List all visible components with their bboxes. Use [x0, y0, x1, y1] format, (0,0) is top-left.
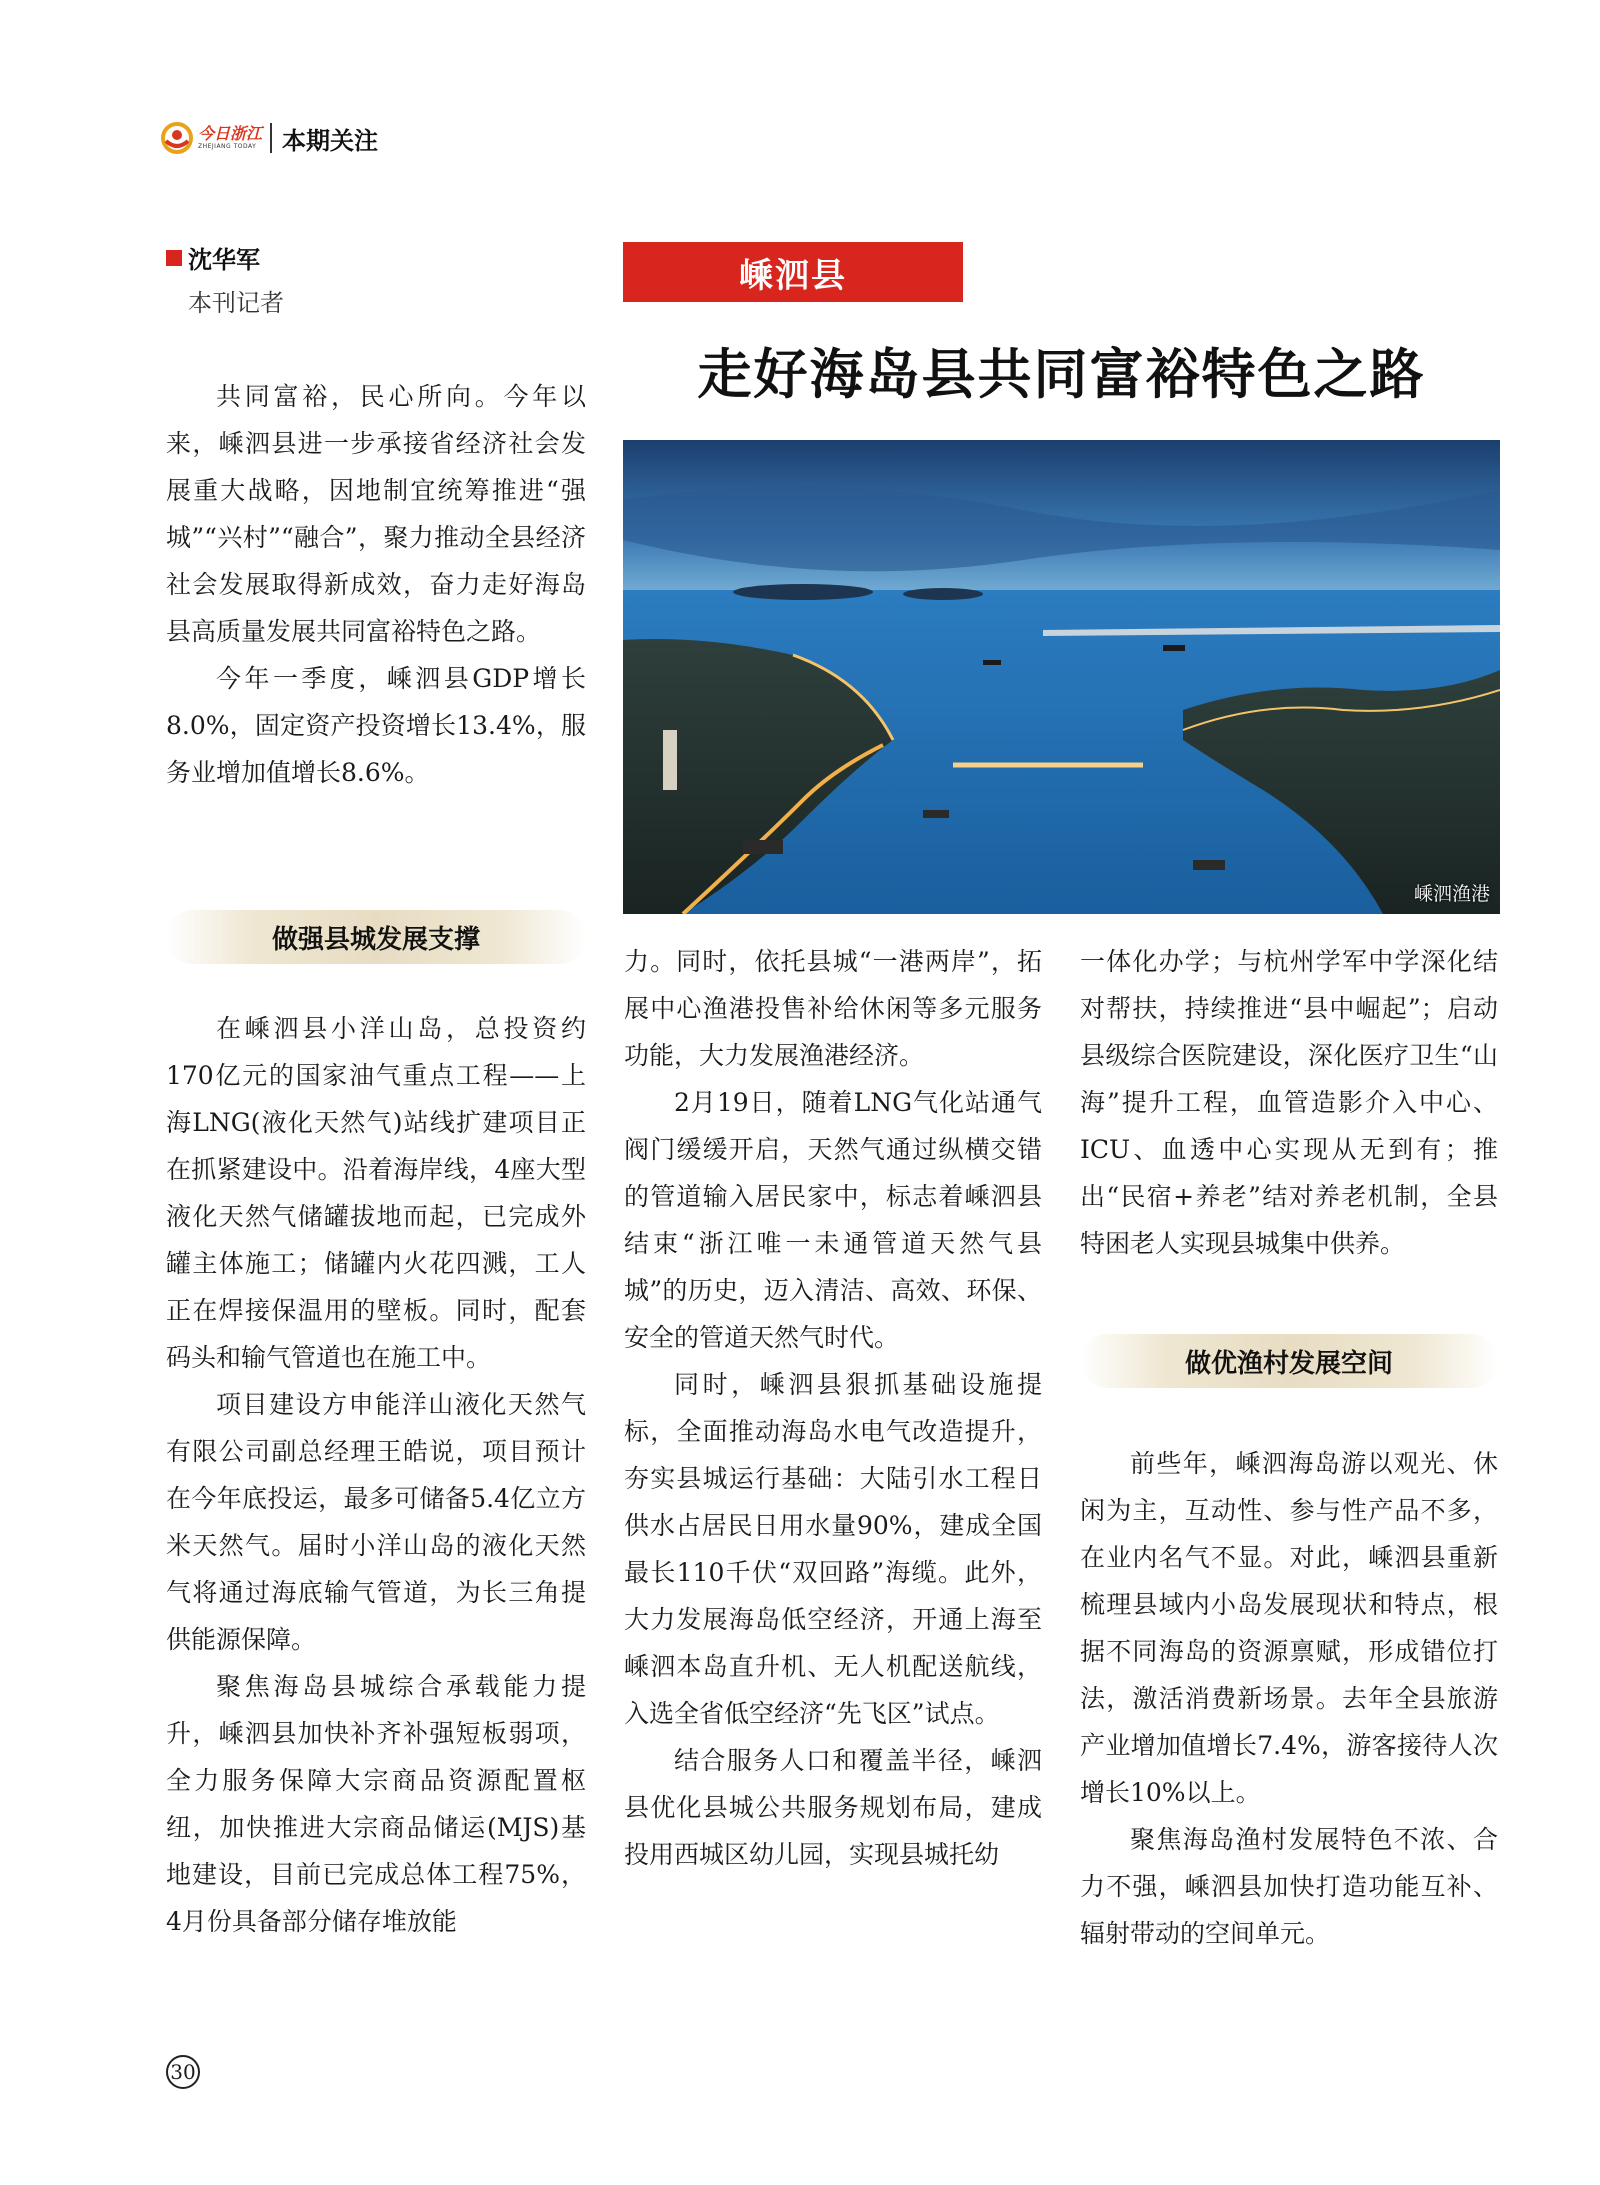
column-3-body	[1080, 1440, 1498, 1957]
paragraph: 聚焦海岛渔村发展特色不浓、合力不强，嵊泗县加快打造功能互补、辐射带动的空间单元。	[1080, 1825, 1498, 1948]
paragraph: 一体化办学；与杭州学军中学深化结对帮扶，持续推进“县中崛起”；启动县级综合医院建设，深化医疗卫生“山海”提升工程，血管造影介入中心、ICU、血透中心实现从无到有；推出“民宿+养老”结对养老机制，全县特困老人实现县城集中供养。	[1080, 947, 1498, 1258]
county-tag: 嵊泗县	[623, 242, 963, 302]
logo-english: ZHEJIANG TODAY	[198, 143, 257, 150]
author-role: 本刊记者	[188, 289, 284, 317]
tower-building	[663, 730, 677, 790]
sun-logo-icon	[160, 121, 194, 155]
column-2-body	[624, 938, 1042, 1878]
distant-island	[733, 584, 873, 600]
paragraph: 2月19日，随着LNG气化站通气阀门缓缓开启，天然气通过纵横交错的管道输入居民家中，标志着嵊泗县结束“浙江唯一未通管道天然气县城”的历史，迈入清洁、高效、环保、安全的管道天然气时代。	[624, 1088, 1042, 1352]
paragraph: 共同富裕，民心所向。今年以来，嵊泗县进一步承接省经济社会发展重大战略，因地制宜统筹推进“强城”“兴村”“融合”，聚力推动全县经济社会发展取得新成效，奋力走好海岛县高质量发展共同富裕特色之路。	[166, 382, 586, 646]
boat	[1193, 860, 1225, 870]
paragraph: 项目建设方申能洋山液化天然气有限公司副总经理王皓说，项目预计在今年底投运，最多可储备5.4亿立方米天然气。届时小洋山岛的液化天然气将通过海底输气管道，为长三角提供能源保障。	[166, 1390, 586, 1654]
paragraph: 聚焦海岛县城综合承载能力提升，嵊泗县加快补齐补强短板弱项，全力服务保障大宗商品资源配置枢纽，加快推进大宗商品储运(MJS)基地建设，目前已完成总体工程75%，4月份具备部分储存堆放能	[166, 1672, 586, 1936]
column-1-body	[166, 1005, 586, 1945]
harbor-photo	[623, 440, 1500, 914]
paragraph: 今年一季度，嵊泗县GDP增长8.0%，固定资产投资增长13.4%，服务业增加值增长8.6%。	[166, 664, 586, 787]
boat	[983, 660, 1001, 665]
boat	[1163, 645, 1185, 651]
magazine-logo	[160, 121, 262, 155]
paragraph: 同时，嵊泗县狠抓基础设施提标，全面推动海岛水电气改造提升，夯实县城运行基础：大陆引水工程日供水占居民日用水量90%，建成全国最长110千伏“双回路”海缆。此外，大力发展海岛低空经济，开通上海至嵊泗本岛直升机、无人机配送航线，入选全省低空经济“先飞区”试点。	[624, 1370, 1042, 1728]
column-1-intro	[166, 373, 586, 796]
harbor-illustration	[623, 440, 1500, 914]
logo-chinese: 今日浙江	[198, 124, 263, 143]
author-name-row	[166, 240, 284, 275]
paragraph: 结合服务人口和覆盖半径，嵊泗县优化县城公共服务规划布局，建成投用西城区幼儿园，实现县城托幼	[624, 1746, 1042, 1869]
paragraph: 前些年，嵊泗海岛游以观光、休闲为主，互动性、参与性产品不多，在业内名气不显。对此，嵊泗县重新梳理县域内小岛发展现状和特点，根据不同海岛的资源禀赋，形成错位打法，激活消费新场景。去年全县旅游产业增加值增长7.4%，游客接待人次增长10%以上。	[1080, 1449, 1498, 1807]
section-title: 本期关注	[282, 126, 379, 155]
column-3-top	[1080, 938, 1498, 1267]
subhead-fishing-village: 做优渔村发展空间	[1080, 1334, 1498, 1388]
distant-island	[903, 588, 983, 600]
boat	[923, 810, 949, 818]
paragraph: 在嵊泗县小洋山岛，总投资约170亿元的国家油气重点工程——上海LNG(液化天然气)站线扩建项目正在抓紧建设中。沿着海岸线，4座大型液化天然气储罐拔地而起，已完成外罐主体施工；储罐内火花四溅，工人正在焊接保温用的壁板。同时，配套码头和输气管道也在施工中。	[166, 1014, 586, 1372]
paragraph: 力。同时，依托县城“一港两岸”，拓展中心渔港投售补给休闲等多元服务功能，大力发展渔港经济。	[624, 947, 1042, 1070]
byline	[166, 240, 284, 318]
article-headline: 走好海岛县共同富裕特色之路	[697, 343, 1426, 406]
subhead-county-town: 做强县城发展支撑	[166, 910, 586, 964]
header-divider	[270, 123, 272, 153]
photo-caption: 嵊泗渔港	[1413, 883, 1490, 905]
author-name: 沈华军	[188, 246, 260, 274]
red-square-icon	[166, 250, 182, 266]
page-header	[160, 118, 378, 158]
page-number: 30	[166, 2055, 200, 2089]
boat	[743, 840, 783, 854]
